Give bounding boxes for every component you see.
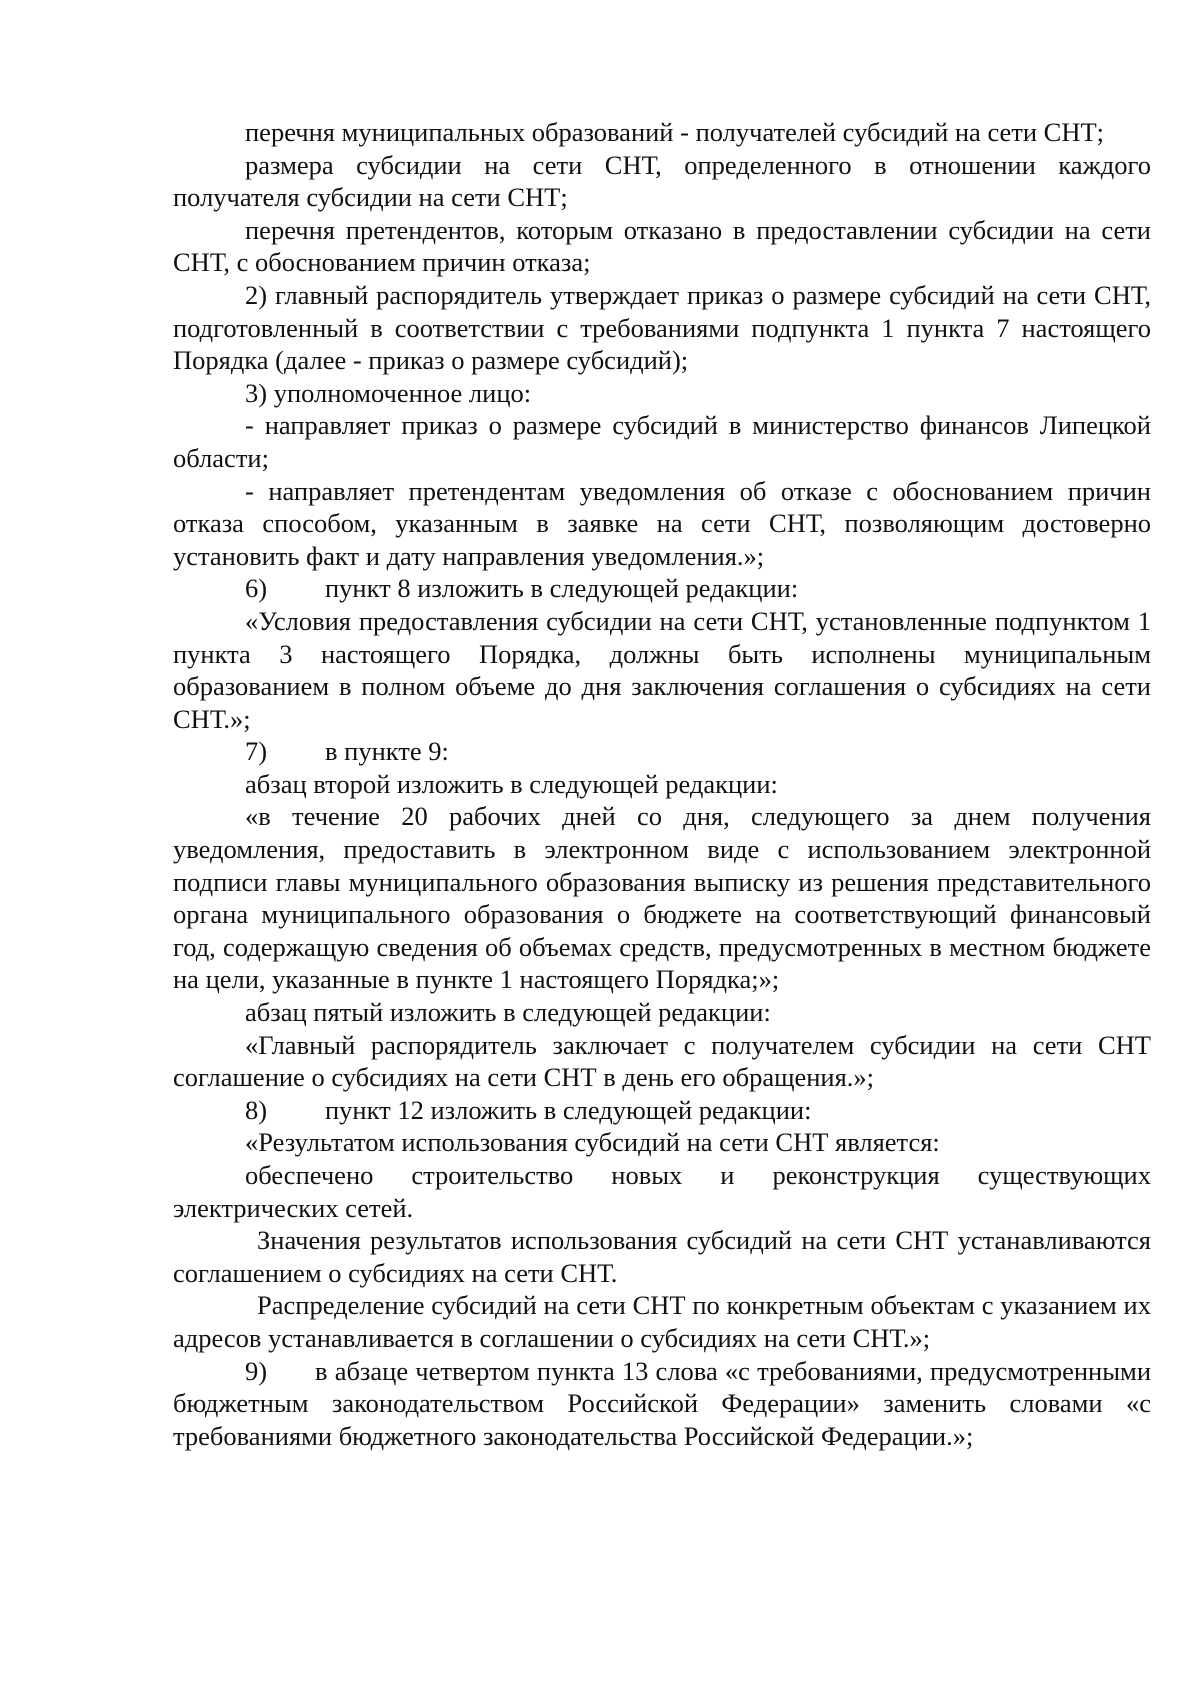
paragraph: обеспечено строительство новых и реконструкция существующих электрических сетей. <box>173 1160 1151 1223</box>
paragraph: перечня муниципальных образований - получателей субсидий на сети СНТ; <box>245 117 1105 147</box>
paragraph: 2) главный распорядитель утверждает приказ о размере субсидий на сети СНТ, подготовленный в соответствии с требованиями подпункта 1 пункта 7 настоящего Порядка (далее - приказ о размере субсидий); <box>173 279 1151 376</box>
numbered-item <box>173 1355 1151 1453</box>
paragraph: - направляет приказ о размере субсидий в министерство финансов Липецкой области; <box>173 410 1151 473</box>
item-number: 8) <box>245 1094 268 1125</box>
paragraph: «Результатом использования субсидий на сети СНТ является: <box>245 1127 940 1158</box>
document-body <box>173 116 1151 1452</box>
paragraph: «в течение 20 рабочих дней со дня, следующего за днем получения уведомления, предоставить в электронном виде с использованием электронной подписи главы муниципального образования выписку из решения представительного органа муниципального образования о бюджете на соответствующий финансовый год, содержащую сведения об объемах средств, предусмотренных в местном бюджете на цели, указанные в пункте 1 настоящего Порядка;»; <box>173 801 1151 995</box>
paragraph: абзац второй изложить в следующей редакции: <box>245 768 778 799</box>
paragraph: перечня претендентов, которым отказано в предоставлении субсидии на сети СНТ, с обоснованием причин отказа; <box>173 214 1151 278</box>
paragraph: абзац пятый изложить в следующей редакции: <box>245 997 771 1028</box>
item-text: в пункте 9: <box>325 736 449 767</box>
paragraph: «Главный распорядитель заключает с получателем субсидии на сети СНТ соглашение о субсидиях на сети СНТ в день его обращения.»; <box>173 1029 1151 1093</box>
item-number: 6) <box>245 573 268 604</box>
paragraph: «Условия предоставления субсидии на сети СНТ, установленные подпунктом 1 пункта 3 настоящего Порядка, должны быть исполнены муниципальным образованием в полном объеме до дня заключения соглашения о субсидиях на сети СНТ.»; <box>173 605 1151 734</box>
paragraph: 3) уполномоченное лицо: <box>245 377 532 408</box>
item-number: 9) <box>245 1355 268 1386</box>
item-text: в абзаце четвертом пункта 13 слова «с требованиями, предусмотренными бюджетным законодательством Российской Федерации» заменить словами «с требованиями бюджетного законодательства Российской Федерации.»; <box>173 1355 1151 1451</box>
paragraph: Значения результатов использования субсидий на сети СНТ устанавливаются соглашением о субсидиях на сети СНТ. <box>173 1225 1151 1288</box>
item-text: пункт 8 изложить в следующей редакции: <box>325 573 799 604</box>
item-text: пункт 12 изложить в следующей редакции: <box>325 1094 812 1125</box>
paragraph: Распределение субсидий на сети СНТ по конкретным объектам с указанием их адресов устанавливается в соглашении о субсидиях на сети СНТ.»; <box>173 1290 1151 1353</box>
numbered-item <box>173 1094 1151 1127</box>
numbered-item <box>173 735 1151 768</box>
paragraph: - направляет претендентам уведомления об отказе с обоснованием причин отказа способом, указанным в заявке на сети СНТ, позволяющим достоверно установить факт и дату направления уведомления.»; <box>173 475 1151 571</box>
item-number: 7) <box>245 736 268 767</box>
paragraph: размера субсидии на сети СНТ, определенного в отношении каждого получателя субсидии на сети СНТ; <box>173 149 1151 213</box>
numbered-item <box>173 572 1151 605</box>
